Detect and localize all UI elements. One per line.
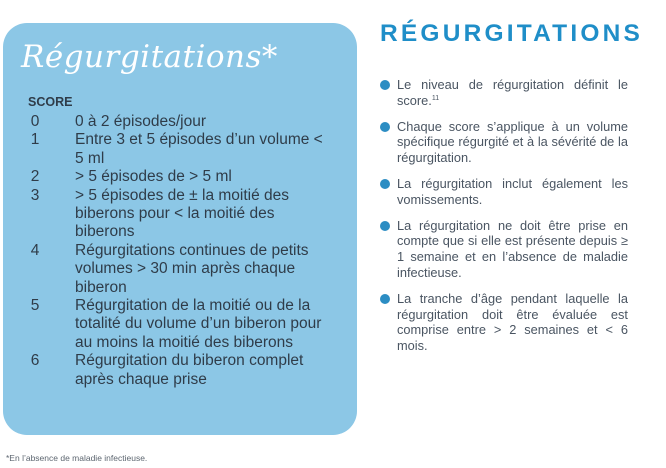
- score-row: [3, 242, 357, 297]
- score-value: 1: [30, 131, 40, 149]
- score-description: Régurgitation de la moitié ou de la totalité du volume d’un biberon pour au moins la moitié des biberons: [75, 297, 322, 351]
- score-description: Régurgitation du biberon complet après chaque prise: [75, 352, 304, 388]
- bullet-text: Chaque score s’applique à un volume spécifique régurgité et à la sévérité de la régurgitation.: [397, 118, 628, 166]
- score-row: [3, 113, 357, 131]
- bullet-text: La régurgitation inclut également les vomissements.: [397, 175, 628, 207]
- bullet-dot-icon: [380, 122, 390, 132]
- footnote: *En l’absence de maladie infectieuse.: [6, 453, 148, 463]
- score-description: Régurgitations continues de petits volumes > 30 min après chaque biberon: [75, 241, 309, 296]
- score-row: [3, 168, 357, 186]
- bullet-text: La tranche d’âge pendant laquelle la régurgitation doit être évaluée est comprise entre > 2 semaines et < 6 mois.: [397, 290, 628, 354]
- score-row: [3, 187, 357, 242]
- bullet-list: [378, 77, 628, 364]
- bullet-dot-icon: [380, 221, 390, 231]
- bullet-item: [378, 77, 628, 109]
- score-column-header: SCORE: [28, 95, 73, 109]
- score-value: 5: [30, 297, 40, 315]
- bullet-dot-icon: [380, 80, 390, 90]
- score-description: 0 à 2 épisodes/jour: [75, 113, 206, 130]
- section-title: RÉGURGITATIONS: [380, 20, 644, 47]
- bullet-text: Le niveau de régurgitation définit le score.: [397, 77, 628, 108]
- bullet-item: [378, 176, 628, 208]
- score-value: 6: [30, 352, 40, 370]
- score-description: Entre 3 et 5 épisodes d’un volume < 5 ml: [75, 131, 323, 167]
- score-value: 0: [30, 113, 40, 130]
- reference-number: 11: [431, 94, 440, 102]
- score-value: 4: [30, 241, 40, 259]
- score-description: > 5 épisodes de > 5 ml: [75, 168, 232, 186]
- bullet-item: [378, 291, 628, 354]
- bullet-dot-icon: [380, 179, 390, 189]
- score-value: 3: [30, 186, 40, 204]
- score-row: [3, 297, 357, 352]
- score-row: [3, 352, 357, 389]
- score-row: [3, 131, 357, 168]
- bullet-dot-icon: [380, 294, 390, 304]
- regurgitation-score-card: [3, 23, 357, 435]
- bullet-item: [378, 218, 628, 281]
- score-value: 2: [30, 168, 40, 186]
- bullet-item: [378, 119, 628, 166]
- card-title: Régurgitations*: [21, 39, 278, 75]
- score-table: [3, 113, 357, 389]
- bullet-text: La régurgitation ne doit être prise en compte que si elle est présente depuis ≥ 1 semaine et en l’absence de maladie infectieuse.: [397, 217, 628, 280]
- score-description: > 5 épisodes de ± la moitié des biberons pour < la moitié des biberons: [75, 186, 290, 241]
